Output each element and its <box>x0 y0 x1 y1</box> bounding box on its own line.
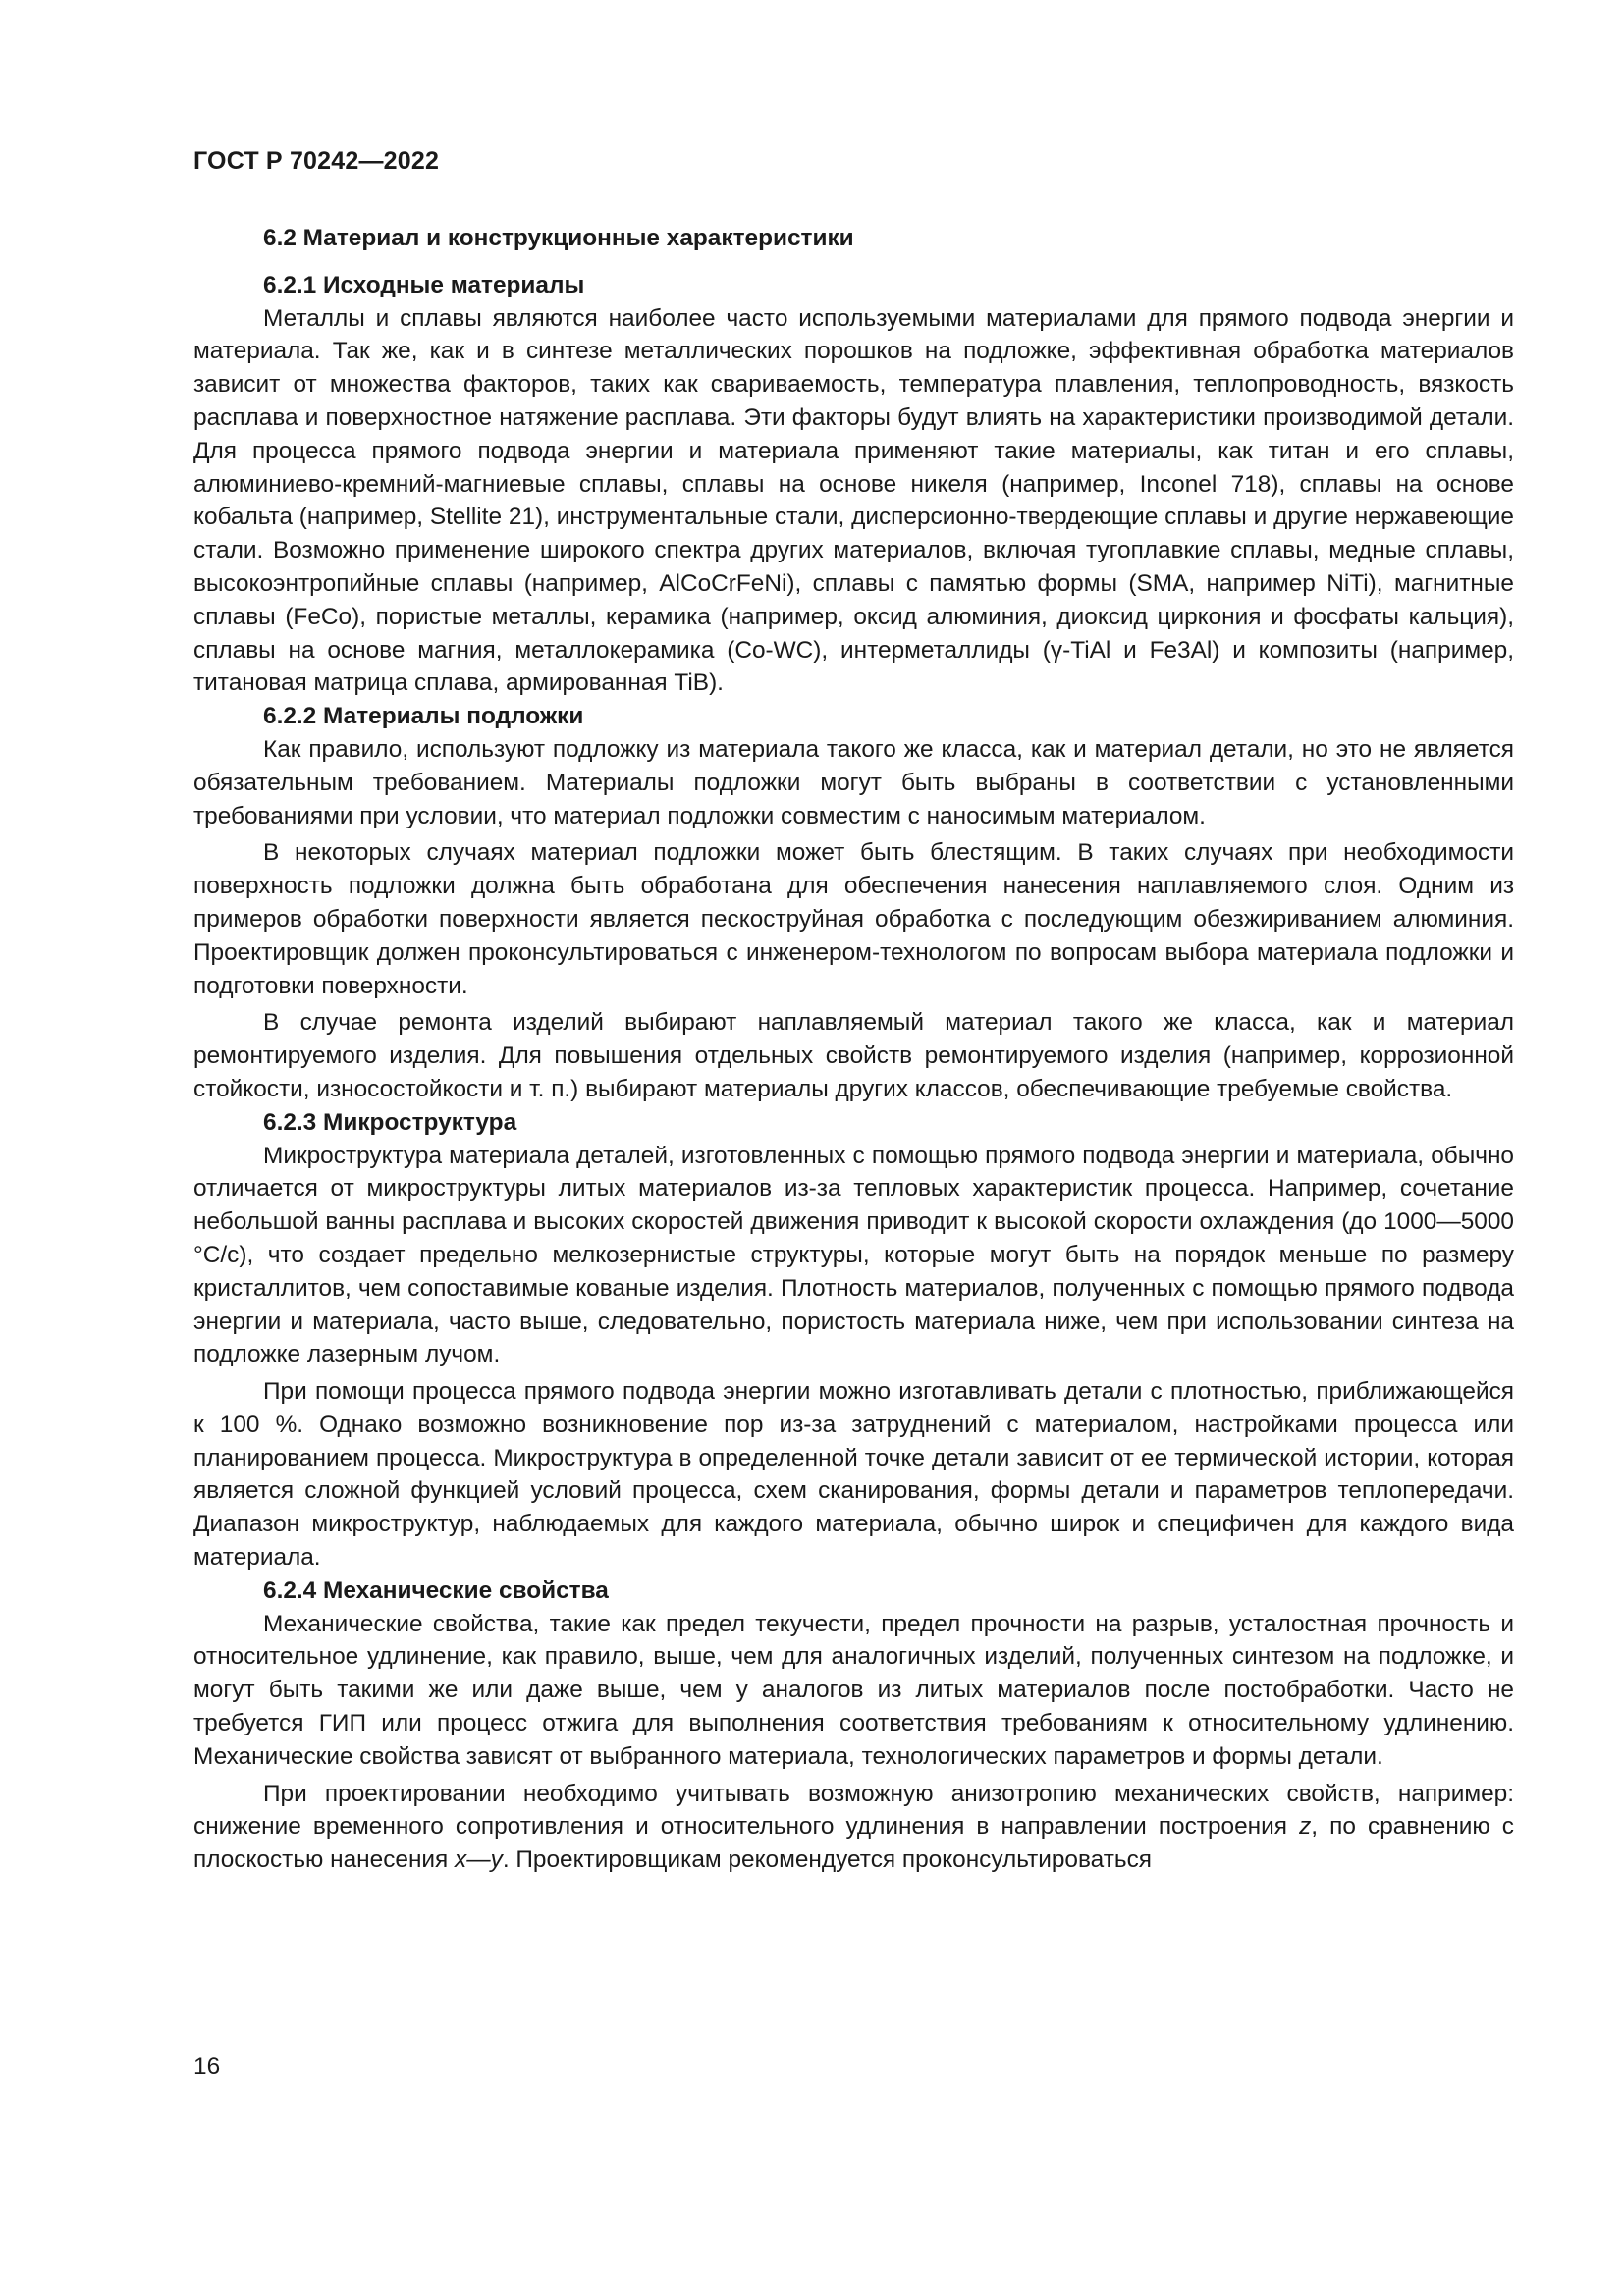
section-heading-6-2-3: 6.2.3 Микроструктура <box>263 1108 517 1136</box>
paragraph-6-2-4-2 <box>193 1778 1514 1877</box>
paragraph-6-2-4-2-end: . Проектировщикам рекомендуется проконсультироваться <box>502 1846 1152 1874</box>
paragraph-6-2-2-2: В некоторых случаях материал подложки может быть блестящим. В таких случаях при необходимости поверхность подложки должна быть обработана для обеспечения нанесения наплавляемого слоя. Одним из примеров обработки поверхности является пескоструйная обработка с последующим обезжириванием алюминия. Проектировщик должен проконсультироваться с инженером-технологом по вопросам выбора материала подложки и подготовки поверхности. <box>193 839 1514 999</box>
section-heading-6-2-2: 6.2.2 Материалы подложки <box>263 703 584 730</box>
paragraph-6-2-3-2: При помощи процесса прямого подвода энергии можно изготавливать детали с плотностью, приближающейся к 100 %. Однако возможно возникновение пор из-за затруднений с материалом, настройками процесса или планированием процесса. Микроструктура в определенной точке детали зависит от ее термической истории, которая является сложной функцией условий процесса, схем сканирования, формы детали и параметров теплопередачи. Диапазон микроструктур, наблюдаемых для каждого материала, обычно широк и специфичен для каждого вида материала. <box>193 1378 1514 1572</box>
section-heading-6-2-1: 6.2.1 Исходные материалы <box>263 271 585 298</box>
paragraph-6-2-4-2-start: При проектировании необходимо учитывать возможную анизотропию механических свойств, например: снижение временного сопротивления и относительного удлинения в направлении построения <box>193 1780 1514 1841</box>
section-heading-6-2: 6.2 Материал и конструкционные характеристики <box>263 225 854 251</box>
paragraph-6-2-1-1: Металлы и сплавы являются наиболее часто используемыми материалами для прямого подвода энергии и материала. Так же, как и в синтезе металлических порошков на подложке, эффективная обработка материалов зависит от множества факторов, таких как свариваемость, температура плавления, теплопроводность, вязкость расплава и поверхностное натяжение расплава. Эти факторы будут влиять на характеристики производимой детали. Для процесса прямого подвода энергии и материала применяют такие материалы, как титан и его сплавы, алюминиево-кремний-магниевые сплавы, сплавы на основе никеля (например, Inconel 718), сплавы на основе кобальта (например, Stellite 21), инструментальные стали, дисперсионно-твердеющие сплавы и другие нержавеющие стали. Возможно применение широкого спектра других материалов, включая тугоплавкие сплавы, медные сплавы, высокоэнтропийные сплавы (например, AlCoCrFeNi), сплавы с памятью формы (SMA, например NiTi), магнитные сплавы (FeCo), пористые металлы, керамика (например, оксид алюминия, диоксид циркония и фосфаты кальция), сплавы на основе магния, металлокерамика (Co-WC), интерметаллиды (γ-TiAl и Fe3Al) и композиты (например, титановая матрица сплава, армированная TiB). <box>193 304 1514 697</box>
paragraph-6-2-2-3: В случае ремонта изделий выбирают наплавляемый материал такого же класса, как и материал ремонтируемого изделия. Для повышения отдельных свойств ремонтируемого изделия (например, коррозионной стойкости, износостойкости и т. п.) выбирают материалы других классов, обеспечивающие требуемые свойства. <box>193 1009 1514 1102</box>
section-heading-6-2-4: 6.2.4 Механические свойства <box>263 1576 609 1604</box>
page-number: 16 <box>193 2054 221 2080</box>
paragraph-6-2-4-2-mid: , по сравнению с плоскостью нанесения <box>193 1813 1514 1874</box>
variable-z: z <box>1299 1813 1312 1841</box>
paragraph-6-2-2-1: Как правило, используют подложку из материала такого же класса, как и материал детали, но это не является обязательным требованием. Материалы подложки могут быть выбраны в соответствии с установленными требованиями при условии, что материал подложки совместим с наносимым материалом. <box>193 735 1514 829</box>
variable-x-y: x—y <box>455 1846 503 1874</box>
document-code-header: ГОСТ Р 70242—2022 <box>193 147 440 175</box>
paragraph-6-2-3-1: Микроструктура материала деталей, изготовленных с помощью прямого подвода энергии и материала, обычно отличается от микроструктуры литых материалов из-за тепловых характеристик процесса. Например, сочетание небольшой ванны расплава и высоких скоростей движения приводит к высокой скорости охлаждения (до 1000—5000 °С/с), что создает предельно мелкозернистые структуры, которые могут быть на порядок меньше по размеру кристаллитов, чем сопоставимые кованые изделия. Плотность материалов, полученных с помощью прямого подвода энергии и материала, часто выше, следовательно, пористость материала ниже, чем при использовании синтеза на подложке лазерным лучом. <box>193 1142 1514 1368</box>
paragraph-6-2-4-1: Механические свойства, такие как предел текучести, предел прочности на разрыв, усталостная прочность и относительное удлинение, как правило, выше, чем для аналогичных изделий, полученных синтезом на подложке, и могут быть такими же или даже выше, чем у аналогов из литых материалов после постобработки. Часто не требуется ГИП или процесс отжига для выполнения соответствия требованиям к относительному удлинению. Механические свойства зависят от выбранного материала, технологических параметров и формы детали. <box>193 1610 1514 1770</box>
document-body <box>193 222 1514 1877</box>
